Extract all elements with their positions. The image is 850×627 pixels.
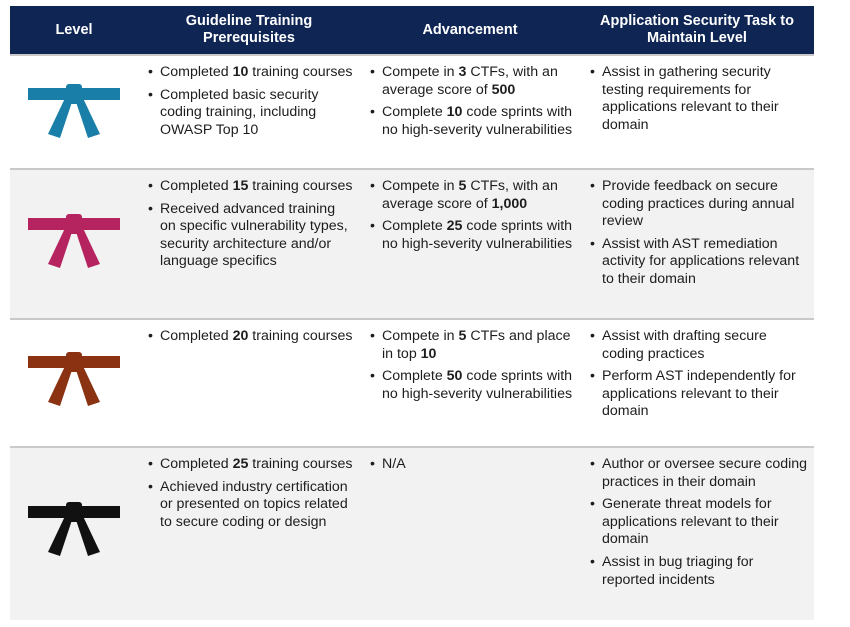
list-item: • Provide feedback on secure coding practices during annual review (590, 178, 808, 231)
task-cell (580, 56, 814, 168)
table-row (10, 318, 814, 446)
list-item: • Completed 20 training courses (148, 328, 354, 346)
table-row (10, 54, 814, 168)
advancement-cell (360, 56, 580, 168)
task-cell (580, 320, 814, 446)
advancement-cell (360, 320, 580, 446)
brown-belt-icon (28, 350, 120, 412)
table-header (10, 6, 814, 54)
list-item: • Achieved industry certification or presented on topics related to secure coding or design (148, 479, 354, 532)
task-cell (580, 448, 814, 620)
table-row (10, 168, 814, 318)
advancement-cell (360, 448, 580, 620)
list-item: • Complete 50 code sprints with no high-severity vulnerabilities (370, 368, 574, 403)
list-item: • Perform AST independently for applications relevant to their domain (590, 368, 808, 421)
list-item: • Complete 25 code sprints with no high-severity vulnerabilities (370, 218, 574, 253)
list-item: • Compete in 3 CTFs, with an average score of 500 (370, 64, 574, 99)
black-belt-icon (28, 500, 120, 562)
header-prerequisites: Guideline Training Prerequisites (185, 13, 313, 46)
list-item: • Completed basic security coding training, including OWASP Top 10 (148, 87, 354, 140)
list-item: • Complete 10 code sprints with no high-severity vulnerabilities (370, 104, 574, 139)
level-cell (10, 56, 138, 168)
prerequisites-cell (138, 448, 360, 620)
list-item: • Completed 10 training courses (148, 64, 354, 82)
list-item: • Assist in gathering security testing requirements for applications relevant to their domain (590, 64, 808, 134)
list-item: • Compete in 5 CTFs, with an average score of 1,000 (370, 178, 574, 213)
list-item: • Generate threat models for applications relevant to their domain (590, 496, 808, 549)
teal-belt-icon (28, 82, 120, 144)
prerequisites-cell (138, 320, 360, 446)
list-item: • Assist with AST remediation activity for applications relevant to their domain (590, 236, 808, 289)
list-item: • Compete in 5 CTFs and place in top 10 (370, 328, 574, 363)
list-item: • Assist with drafting secure coding practices (590, 328, 808, 363)
prerequisites-cell (138, 56, 360, 168)
list-item: • Received advanced training on specific vulnerability types, security architecture and/or language specifics (148, 201, 354, 271)
list-item: • Author or oversee secure coding practices in their domain (590, 456, 808, 491)
task-cell (580, 170, 814, 318)
list-item: • N/A (370, 456, 574, 474)
belt-level-table (10, 6, 814, 620)
magenta-belt-icon (28, 212, 120, 274)
header-advancement: Advancement (422, 21, 518, 38)
header-task: Application Security Task to Maintain Level (600, 13, 794, 46)
list-item: • Assist in bug triaging for reported incidents (590, 554, 808, 589)
header-level: Level (55, 21, 93, 38)
level-cell (10, 320, 138, 446)
list-item: • Completed 25 training courses (148, 456, 354, 474)
list-item: • Completed 15 training courses (148, 178, 354, 196)
table-row (10, 446, 814, 620)
level-cell (10, 170, 138, 318)
advancement-cell (360, 170, 580, 318)
prerequisites-cell (138, 170, 360, 318)
level-cell (10, 448, 138, 620)
